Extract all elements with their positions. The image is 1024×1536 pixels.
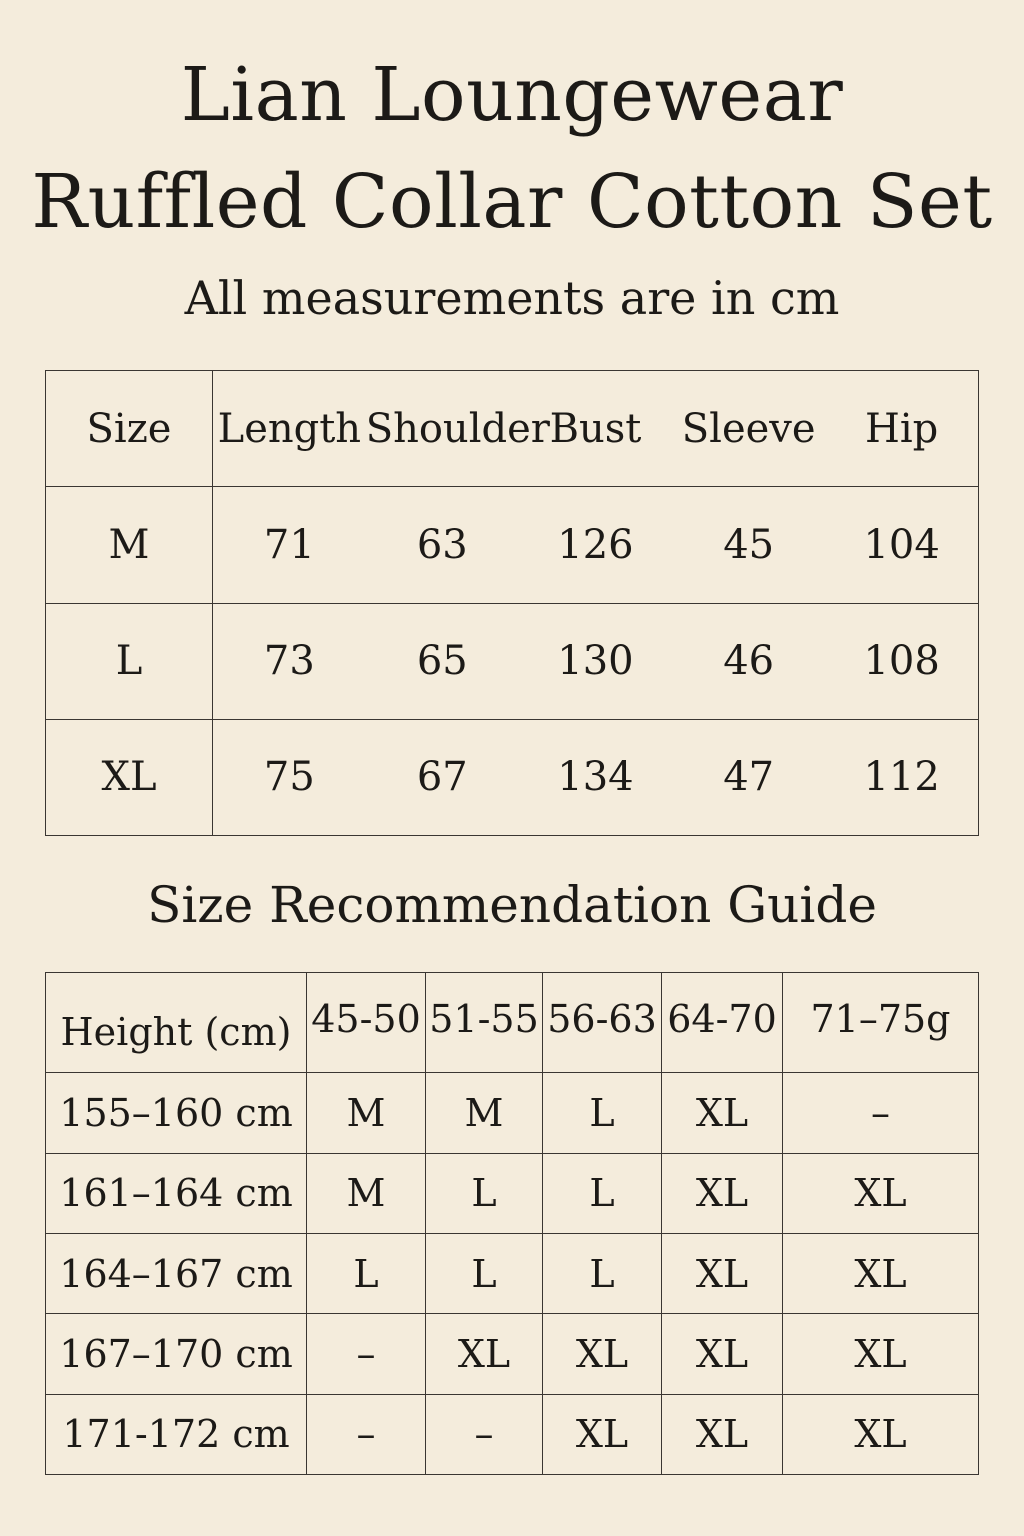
recommended-size: XL — [783, 1314, 979, 1394]
height-range-label: 164–167 cm — [46, 1234, 307, 1314]
size-chart-header-row — [46, 371, 979, 487]
recommended-size: XL — [783, 1153, 979, 1233]
recommended-size: L — [426, 1234, 543, 1314]
length-value: 71 — [213, 487, 366, 603]
column-header-bust: Bust — [519, 371, 672, 487]
column-header-sleeve: Sleeve — [672, 371, 825, 487]
recommended-size: – — [307, 1394, 426, 1474]
size-guide-row — [46, 1234, 979, 1314]
size-guide-row — [46, 1314, 979, 1394]
column-header-weight-range: 71–75g — [783, 973, 979, 1073]
size-guide-header-row — [46, 973, 979, 1073]
recommended-size: – — [783, 1073, 979, 1153]
size-label: M — [46, 487, 213, 603]
recommended-size: XL — [662, 1073, 783, 1153]
column-header-weight-range: 64-70 — [662, 973, 783, 1073]
size-chart-row — [46, 487, 979, 603]
sleeve-value: 47 — [672, 719, 825, 835]
column-header-size: Size — [46, 371, 213, 487]
recommended-size: XL — [662, 1394, 783, 1474]
column-header-length: Length — [213, 371, 366, 487]
brand-title: Lian Loungewear — [180, 52, 844, 138]
hip-value: 112 — [825, 719, 978, 835]
size-guide-heading: Size Recommendation Guide — [147, 876, 877, 934]
recommended-size: – — [426, 1394, 543, 1474]
height-range-label: 155–160 cm — [46, 1073, 307, 1153]
bust-value: 130 — [519, 603, 672, 719]
length-value: 73 — [213, 603, 366, 719]
recommended-size: L — [543, 1153, 662, 1233]
column-header-weight-range: 56-63 — [543, 973, 662, 1073]
recommended-size: XL — [662, 1153, 783, 1233]
hip-value: 104 — [825, 487, 978, 603]
recommended-size: M — [307, 1153, 426, 1233]
recommended-size: – — [307, 1314, 426, 1394]
sleeve-value: 45 — [672, 487, 825, 603]
height-range-label: 167–170 cm — [46, 1314, 307, 1394]
column-header-shoulder: Shoulder — [366, 371, 519, 487]
size-guide-table — [45, 972, 979, 1475]
recommended-size: L — [307, 1234, 426, 1314]
shoulder-value: 67 — [366, 719, 519, 835]
recommended-size: XL — [543, 1314, 662, 1394]
sleeve-value: 46 — [672, 603, 825, 719]
size-guide-row — [46, 1153, 979, 1233]
bust-value: 134 — [519, 719, 672, 835]
size-chart-table — [45, 370, 979, 836]
size-guide-row — [46, 1394, 979, 1474]
product-title: Ruffled Collar Cotton Set — [31, 159, 993, 245]
shoulder-value: 63 — [366, 487, 519, 603]
size-label: XL — [46, 719, 213, 835]
recommended-size: L — [543, 1234, 662, 1314]
recommended-size: XL — [426, 1314, 543, 1394]
column-header-weight-range: 51-55 — [426, 973, 543, 1073]
column-header-height: Height (cm) — [46, 973, 307, 1073]
size-chart-row — [46, 603, 979, 719]
length-value: 75 — [213, 719, 366, 835]
recommended-size: XL — [783, 1234, 979, 1314]
recommended-size: XL — [662, 1314, 783, 1394]
column-header-hip: Hip — [825, 371, 978, 487]
column-header-weight-range: 45-50 — [307, 973, 426, 1073]
units-note: All measurements are in cm — [184, 271, 840, 325]
recommended-size: XL — [543, 1394, 662, 1474]
recommended-size: XL — [662, 1234, 783, 1314]
size-guide-row — [46, 1073, 979, 1153]
hip-value: 108 — [825, 603, 978, 719]
size-chart-row — [46, 719, 979, 835]
recommended-size: M — [307, 1073, 426, 1153]
height-range-label: 171-172 cm — [46, 1394, 307, 1474]
recommended-size: L — [426, 1153, 543, 1233]
height-range-label: 161–164 cm — [46, 1153, 307, 1233]
bust-value: 126 — [519, 487, 672, 603]
size-label: L — [46, 603, 213, 719]
shoulder-value: 65 — [366, 603, 519, 719]
recommended-size: M — [426, 1073, 543, 1153]
recommended-size: L — [543, 1073, 662, 1153]
recommended-size: XL — [783, 1394, 979, 1474]
